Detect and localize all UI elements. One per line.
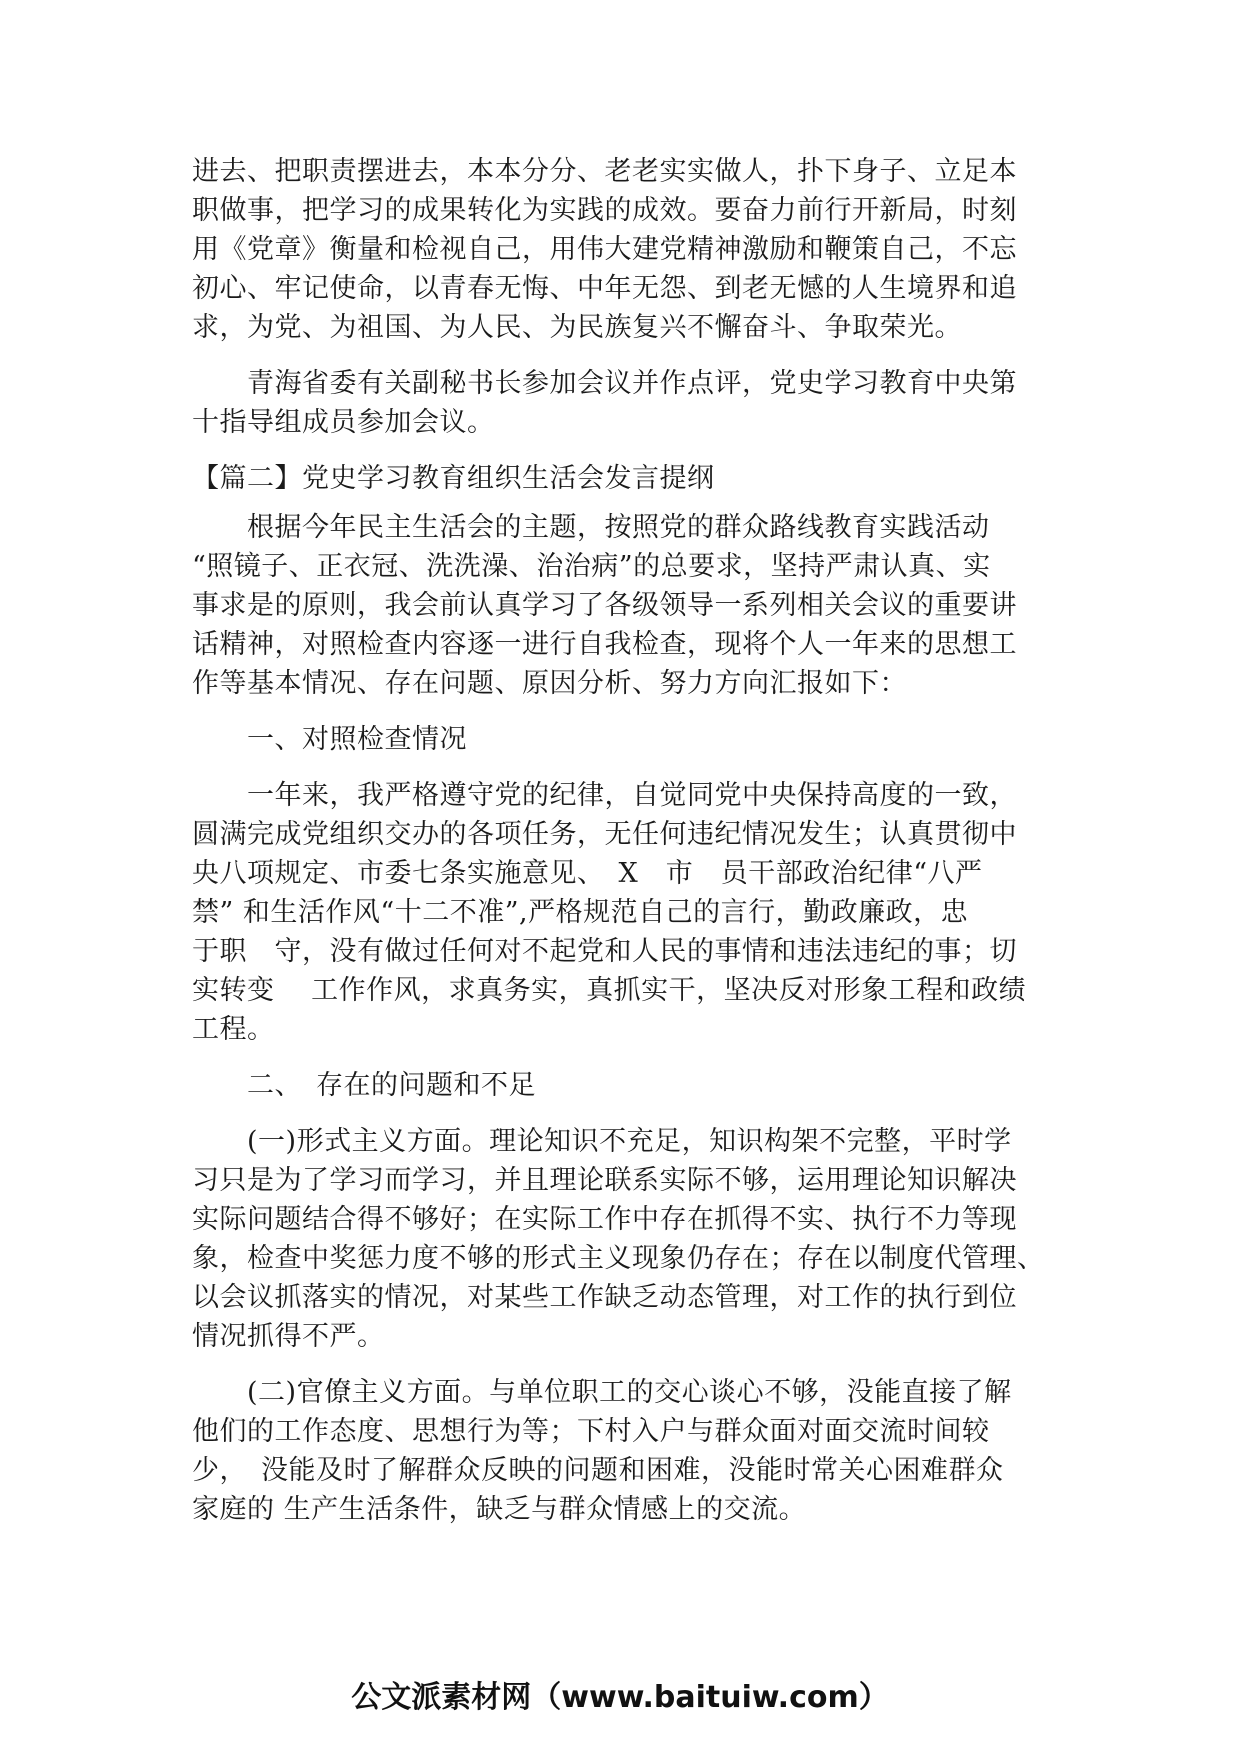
text-line: 事求是的原则，我会前认真学习了各级领导一系列相关会议的重要讲: [192, 590, 1017, 621]
text-line: 央八项规定、市委七条实施意见、 X 市 员干部政治纪律“八严: [192, 858, 983, 889]
text-line: 青海省委有关副秘书长参加会议并作点评，党史学习教育中央第: [192, 368, 1017, 399]
text-line: 职做事，把学习的成果转化为实践的成效。要奋力前行开新局，时刻: [192, 195, 1017, 226]
subheading-text: 一、对照检查情况: [192, 724, 467, 755]
text-line: 于职 守，没有做过任何对不起党和人民的事情和违法违纪的事；切: [192, 936, 1017, 967]
text-line: 根据今年民主生活会的主题，按照党的群众路线教育实践活动: [192, 512, 990, 543]
text-line: 情况抓得不严。: [192, 1321, 385, 1352]
text-line: 十指导组成员参加会议。: [192, 407, 495, 438]
subheading: [192, 720, 1072, 759]
text-line: 初心、牢记使命，以青春无悔、中年无怨、到老无憾的人生境界和追: [192, 273, 1017, 304]
paragraph: [192, 364, 1072, 442]
text-line: 进去、把职责摆进去，本本分分、老老实实做人，扑下身子、立足本: [192, 156, 1017, 187]
text-line: 禁” 和生活作风“十二不准”,严格规范自己的言行，勤政廉政，忠: [192, 897, 969, 928]
text-line: 话精神，对照检查内容逐一进行自我检查，现将个人一年来的思想工: [192, 629, 1017, 660]
subheading-text: 二、 存在的问题和不足: [192, 1070, 536, 1101]
text-line: 作等基本情况、存在问题、原因分析、努力方向汇报如下：: [192, 668, 907, 699]
text-line: 以会议抓落实的情况，对某些工作缺乏动态管理，对工作的执行到位: [192, 1282, 1017, 1313]
footer-watermark: 公文派素材网（www.baituiw.com）: [351, 1680, 889, 1715]
text-line: 用《党章》衡量和检视自己，用伟大建党精神激励和鞭策自己，不忘: [192, 234, 1017, 265]
subheading: [192, 1066, 1072, 1105]
text-line: 实转变 工作作风，求真务实，真抓实干，坚决反对形象工程和政绩: [192, 975, 1027, 1006]
heading-text: 【篇二】党史学习教育组织生活会发言提纲: [192, 463, 715, 494]
text-line: 工程。: [192, 1014, 275, 1045]
text-line: 求，为党、为祖国、为人民、为民族复兴不懈奋斗、争取荣光。: [192, 312, 962, 343]
text-line: 实际问题结合得不够好；在实际工作中存在抓得不实、执行不力等现: [192, 1204, 1017, 1235]
paragraph: [192, 152, 1072, 347]
document-body: [192, 152, 1072, 1546]
text-line: (一)形式主义方面。理论知识不充足，知识构架不完整，平时学: [192, 1126, 1012, 1157]
text-line: 他们的工作态度、思想行为等；下村入户与群众面对面交流时间较: [192, 1416, 990, 1447]
text-line: 一年来，我严格遵守党的纪律，自觉同党中央保持高度的一致，: [192, 780, 1017, 811]
paragraph: [192, 776, 1072, 1049]
paragraph: [192, 1122, 1072, 1356]
text-line: 家庭的 生产生活条件，缺乏与群众情感上的交流。: [192, 1494, 807, 1525]
paragraph: [192, 1373, 1072, 1529]
paragraph: [192, 508, 1072, 703]
text-line: 习只是为了学习而学习，并且理论联系实际不够，运用理论知识解决: [192, 1165, 1017, 1196]
text-line: “照镜子、正衣冠、洗洗澡、治治病”的总要求，坚持严肃认真、实: [192, 551, 991, 582]
text-line: (二)官僚主义方面。与单位职工的交心谈心不够，没能直接了解: [192, 1377, 1012, 1408]
text-line: 象，检查中奖惩力度不够的形式主义现象仍存在；存在以制度代管理、: [192, 1243, 1045, 1274]
text-line: 圆满完成党组织交办的各项任务，无任何违纪情况发生；认真贯彻中: [192, 819, 1017, 850]
text-line: 少， 没能及时了解群众反映的问题和困难，没能时常关心困难群众: [192, 1455, 1004, 1486]
section-heading: [192, 459, 1072, 498]
